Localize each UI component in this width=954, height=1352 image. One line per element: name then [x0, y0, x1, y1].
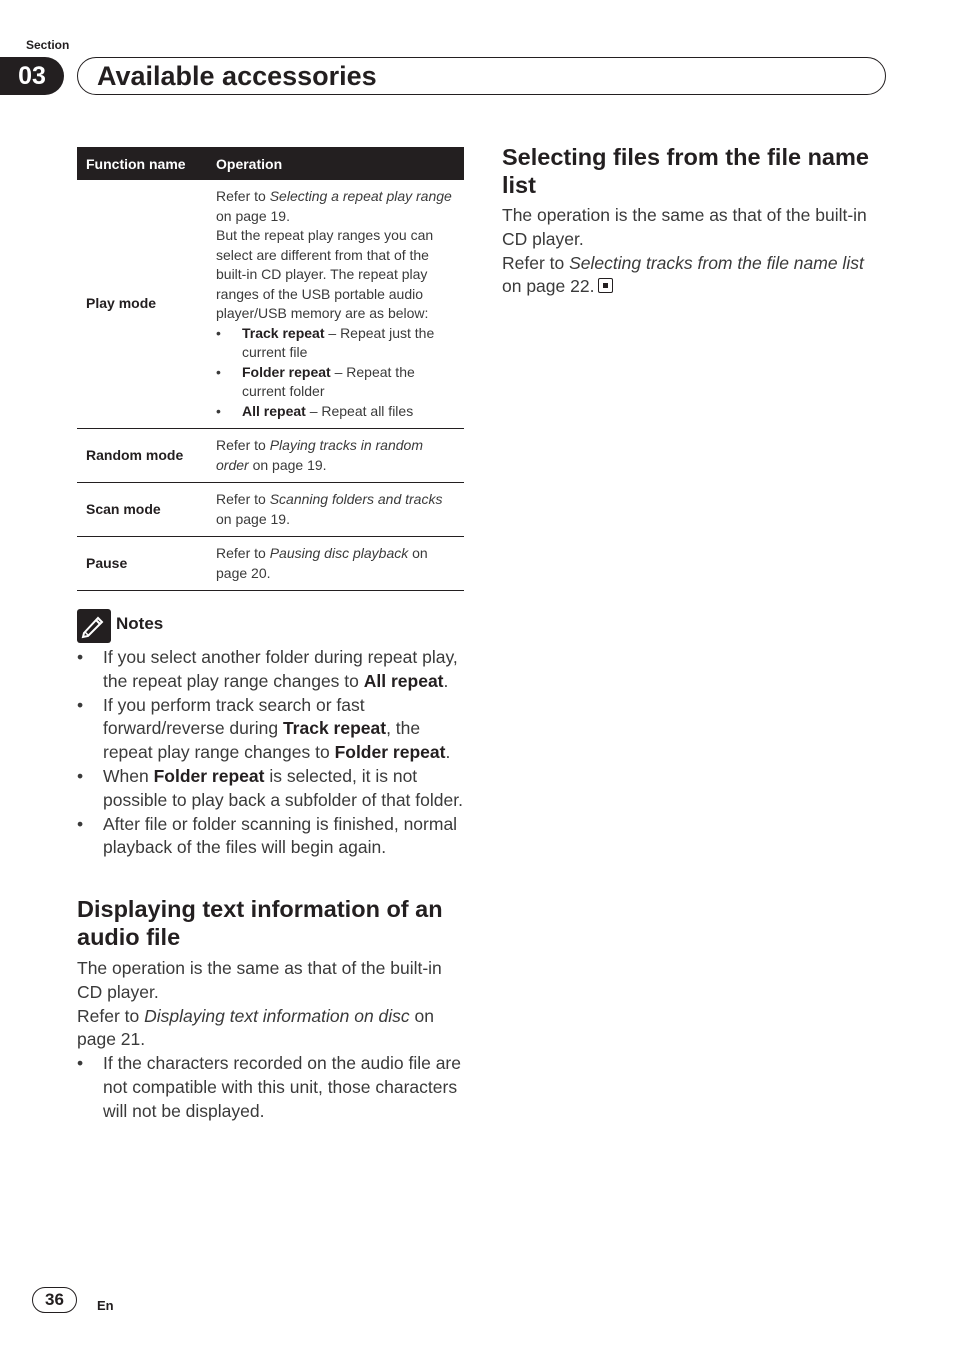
- function-name: Scan mode: [77, 483, 207, 537]
- select-files-body: [502, 204, 887, 299]
- section-label: Section: [26, 38, 70, 52]
- page-number: 36: [32, 1287, 77, 1313]
- display-text-bullets: [77, 1052, 467, 1123]
- section-number: 03: [0, 57, 64, 95]
- function-table: [77, 147, 464, 591]
- stop-square-icon: [598, 278, 613, 293]
- function-name: Random mode: [77, 429, 207, 483]
- note-text: is selected, it is not possible to play back a subfolder of that folder.: [103, 765, 463, 810]
- note-text: If you select another folder during repeat play, the repeat play range changes to: [103, 647, 458, 691]
- list-item: [77, 694, 467, 765]
- operation-cell: [207, 483, 464, 537]
- note-text: After file or folder scanning is finished, normal playback of the files will begin again.: [103, 813, 458, 858]
- bullet-text: If the characters recorded on the audio file are not compatible with this unit, those characters will not be displayed.: [103, 1053, 461, 1121]
- p2-post: on page 21.: [77, 1005, 434, 1050]
- bullet-mark: •: [77, 813, 84, 834]
- select-files-p1: The operation is the same as that of the built-in CD player.: [502, 205, 867, 249]
- op-pre: Refer to: [216, 545, 270, 561]
- op-ref: Scanning folders and tracks: [269, 491, 443, 507]
- operation-cell: [207, 429, 464, 483]
- bullet-mark: •: [77, 647, 84, 667]
- list-item: [77, 1052, 467, 1123]
- display-text-heading: Displaying text information of an audio file: [77, 896, 443, 950]
- bullet-bold: Track repeat: [242, 324, 325, 341]
- bullet-bold: Folder repeat: [242, 363, 331, 380]
- table-row: [77, 483, 464, 537]
- operation-text: [216, 187, 455, 226]
- op-post: on page 20.: [216, 545, 428, 581]
- bullet-mark: •: [216, 363, 221, 380]
- note-text: .: [443, 670, 449, 691]
- p2-pre: Refer to: [502, 252, 570, 273]
- bullet-mark: •: [77, 765, 84, 786]
- operation-cell: [207, 180, 464, 429]
- note-text: When: [103, 765, 154, 786]
- bullet-text: – Repeat all files: [305, 402, 414, 419]
- function-name: Play mode: [77, 180, 207, 429]
- select-files-p2: [502, 252, 887, 300]
- pencil-notes-icon: [77, 609, 111, 643]
- column-header-operation: Operation: [207, 147, 464, 180]
- display-text-body: [77, 957, 467, 1124]
- bullet-mark: •: [216, 402, 221, 419]
- language-code: En: [97, 1298, 114, 1313]
- table-row: [77, 180, 464, 429]
- list-item: [77, 765, 467, 813]
- op-pre: Refer to: [216, 188, 270, 204]
- op-pre: Refer to: [216, 437, 270, 453]
- list-item: [216, 324, 455, 363]
- bullet-mark: •: [77, 1053, 84, 1074]
- note-bold: Folder repeat: [334, 742, 446, 763]
- page-title: Available accessories: [97, 61, 377, 91]
- pencil-notes-icon-svg: [77, 609, 111, 643]
- p2-ref: Selecting tracks from the file name list: [569, 252, 864, 273]
- bullet-text: – Repeat just the current file: [242, 324, 435, 360]
- note-bold: Folder repeat: [153, 765, 265, 786]
- note-text: If you perform track search or fast forward/reverse during: [103, 694, 365, 739]
- column-header-function: Function name: [77, 147, 207, 180]
- list-item: [216, 402, 455, 422]
- operation-cell: [207, 537, 464, 591]
- bullet-mark: •: [77, 694, 84, 715]
- notes-list: [77, 646, 467, 860]
- bullet-bold: All repeat: [242, 402, 306, 419]
- op-post: on page 19.: [216, 510, 290, 527]
- note-text: , the repeat play range changes to: [103, 718, 421, 763]
- list-item: [77, 646, 467, 694]
- select-files-heading: Selecting files from the file name list: [502, 144, 869, 198]
- op-ref: Pausing disc playback: [269, 545, 409, 561]
- table-row: [77, 429, 464, 483]
- op-post: on page 19.: [248, 456, 327, 473]
- note-text: .: [445, 742, 451, 763]
- display-text-p2: [77, 1005, 467, 1053]
- op-post: on page 19.: [216, 207, 290, 224]
- bullet-text: – Repeat the current folder: [242, 363, 415, 399]
- p2-pre: Refer to: [77, 1005, 145, 1026]
- note-bold: Track repeat: [282, 718, 387, 739]
- op-ref: Selecting a repeat play range: [269, 188, 452, 204]
- op-ref: Playing tracks in random order: [216, 437, 423, 473]
- operation-extra: But the repeat play ranges you can select are different from that of the built-in CD player. The repeat play ranges of the USB portable audio player/USB memory are as below:: [216, 227, 434, 321]
- list-item: [77, 813, 467, 861]
- table-header-row: [77, 147, 464, 180]
- list-item: [216, 363, 455, 402]
- bullet-mark: •: [216, 324, 221, 341]
- note-bold: All repeat: [363, 670, 444, 691]
- p2-post: on page 22.: [502, 276, 595, 297]
- op-pre: Refer to: [216, 491, 270, 507]
- function-name: Pause: [77, 537, 207, 591]
- display-text-p1: The operation is the same as that of the built-in CD player.: [77, 958, 442, 1002]
- p2-ref: Displaying text information on disc: [144, 1005, 410, 1026]
- table-row: [77, 537, 464, 591]
- notes-title: Notes: [116, 614, 164, 633]
